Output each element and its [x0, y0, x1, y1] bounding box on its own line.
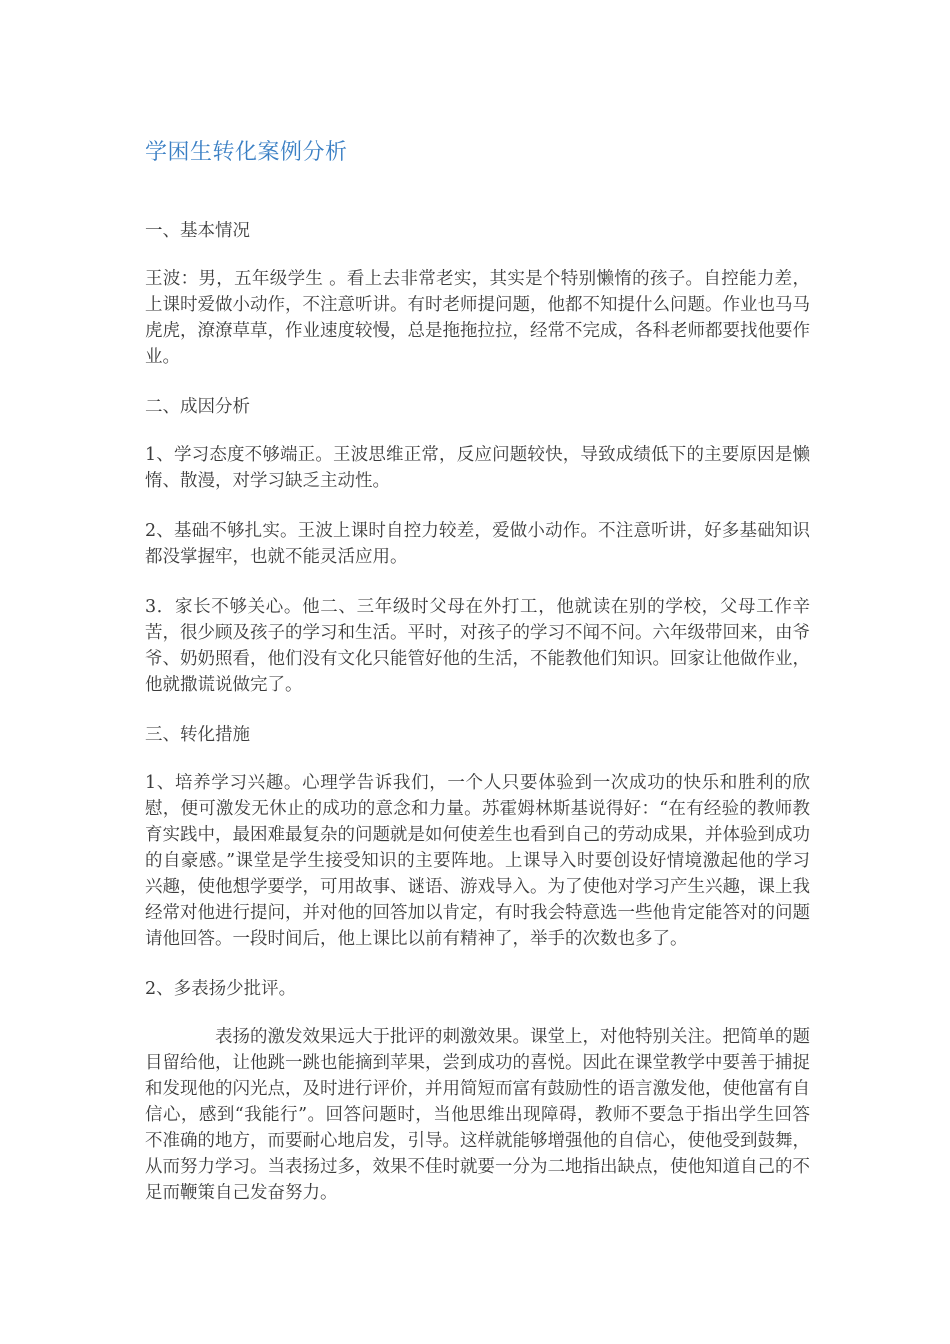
document-body	[145, 218, 810, 1230]
section-heading-basic-info: 一、基本情况	[145, 221, 250, 241]
paragraph-cause-parents: 3．家长不够关心。他二、三年级时父母在外打工，他就读在别的学校，父母工作辛苦，很少顾及孩子的学习和生活。平时，对孩子的学习不闻不问。六年级带回来，由爷爷、奶奶照看，他们没有文化只能管好他的生活，不能教他们知识。回家让他做作业，他就撒谎说做完了。	[145, 597, 810, 695]
paragraph-cause-foundation: 2、基础不够扎实。王波上课时自控力较差，爱做小动作。不注意听讲，好多基础知识都没掌握牢，也就不能灵活应用。	[145, 521, 810, 567]
section-heading-measures: 三、转化措施	[145, 725, 250, 745]
subheading-measure-praise: 2、多表扬少批评。	[145, 979, 297, 999]
paragraph-basic-info: 王波：男，五年级学生 。看上去非常老实，其实是个特别懒惰的孩子。自控能力差，上课时爱做小动作，不注意听讲。有时老师提问题，他都不知提什么问题。作业也马马虎虎，潦潦草草，作业速度较慢，总是拖拖拉拉，经常不完成，各科老师都要找他要作业。	[145, 269, 810, 367]
document-title: 学困生转化案例分析	[145, 140, 348, 165]
paragraph-cause-attitude: 1、学习态度不够端正。王波思维正常，反应问题较快，导致成绩低下的主要原因是懒惰、散漫，对学习缺乏主动性。	[145, 445, 810, 491]
paragraph-measure-interest: 1、培养学习兴趣。心理学告诉我们，一个人只要体验到一次成功的快乐和胜利的欣慰，便可激发无休止的成功的意念和力量。苏霍姆林斯基说得好：“在有经验的教师教育实践中，最困难最复杂的问题就是如何使差生也看到自己的劳动成果，并体验到成功的自豪感。”课堂是学生接受知识的主要阵地。上课导入时要创设好情境激起他的学习兴趣，使他想学要学，可用故事、谜语、游戏导入。为了使他对学习产生兴趣，课上我经常对他进行提问，并对他的回答加以肯定，有时我会特意选一些他肯定能答对的问题请他回答。一段时间后，他上课比以前有精神了，举手的次数也多了。	[145, 773, 810, 949]
section-heading-cause-analysis: 二、成因分析	[145, 397, 250, 417]
paragraph-measure-praise: 表扬的激发效果远大于批评的刺激效果。课堂上，对他特别关注。把简单的题目留给他，让他跳一跳也能摘到苹果，尝到成功的喜悦。因此在课堂教学中要善于捕捉和发现他的闪光点，及时进行评价，并用简短而富有鼓励性的语言激发他，使他富有自信心，感到“我能行”。回答问题时，当他思维出现障碍，教师不要急于指出学生回答不准确的地方，而要耐心地启发，引导。这样就能够增强他的自信心，使他受到鼓舞，从而努力学习。当表扬过多，效果不佳时就要一分为二地指出缺点，使他知道自己的不足而鞭策自己发奋努力。	[145, 1027, 810, 1203]
